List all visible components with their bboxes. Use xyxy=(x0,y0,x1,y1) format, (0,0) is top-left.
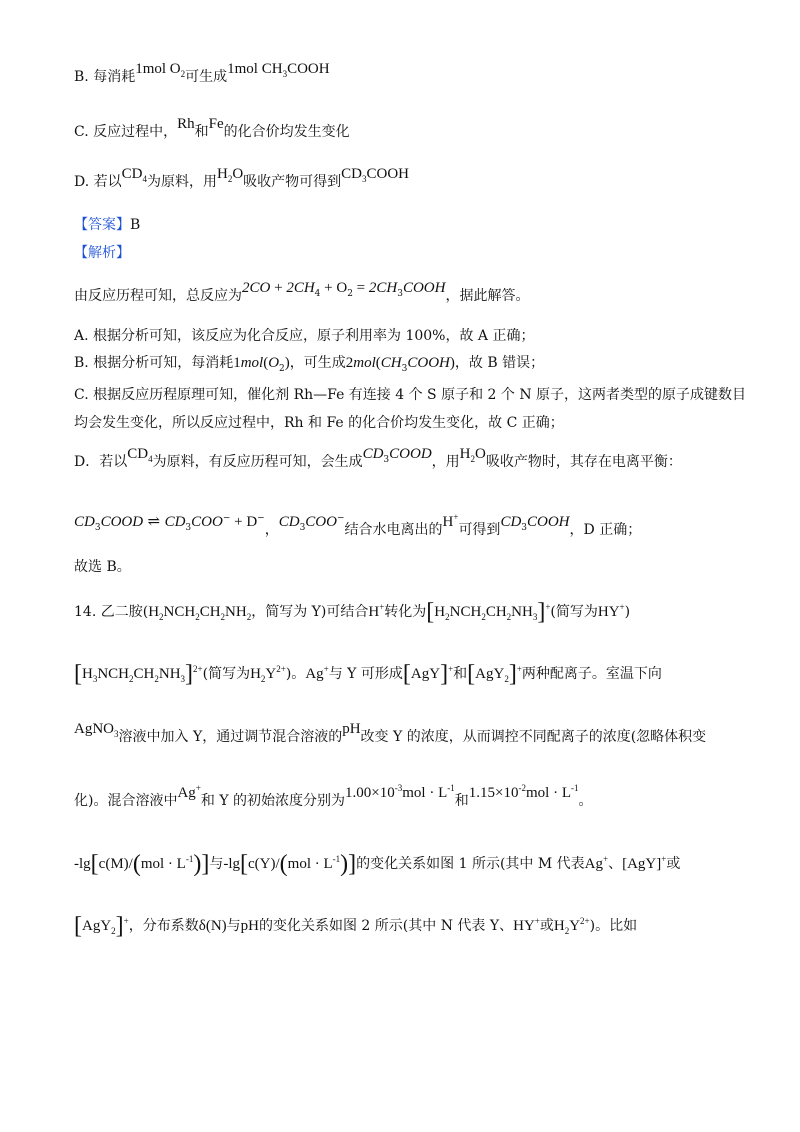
analysis-d1: D．若以$CD_4$为原料，有反应历程可知，会生成$CD_3COOD$，用$H_2O$吸收产物时，其存在电离平衡： xyxy=(74,446,682,470)
answer-tag: 【答案】 xyxy=(74,217,130,233)
q14-line4: 化)。混合溶液中Ag+和 Y 的初始浓度分别为$1.00\times 10^{-3}mol \cdot L^{-1}$和$1.15\times 10^{-2}mol \cdot L^{-1}$。 xyxy=(74,783,593,809)
analysis-c2: 均会发生变化，所以反应过程中，Rh 和 Fe 的化合价均发生变化，故 C 正确； xyxy=(74,415,564,431)
q14-line6: [AgY$_2$]+，分布系数δ(N)与pH的变化关系如图 2 所示(其中 N 代表 Y、HY+或$H_2Y^{2+}$)。比如 xyxy=(74,913,638,939)
q14-line5: $-\lg[c(M)/(mol \cdot L^{-1})]$与$-\lg[c(Y)/(mol \cdot L^{-1})]$的变化关系如图 1 所示(其中 M 代表Ag+、[AgY]+或 xyxy=(74,851,681,877)
analysis-end: 故选 B。 xyxy=(74,559,131,575)
analysis-d2: $CD_3COOD$ ⇌ $CD_3COO^- + D^-$，$CD_3COO^-$结合水电离出的H+可得到$CD_3COOH$，D 正确； xyxy=(74,512,642,538)
analysis-c1: C. 根据反应历程原理可知，催化剂 Rh—Fe 有连接 4 个 S 原子和 2 个 N 原子，这两者类型的原子成键数目 xyxy=(74,387,747,403)
q14-line3: AgNO$_3$溶液中加入 Y，通过调节混合溶液的pH改变 Y 的浓度，从而调控不同配离子的浓度(忽略体积变 xyxy=(74,721,707,745)
analysis-a: A. 根据分析可知，该反应为化合反应，原子利用率为 100%，故 A 正确； xyxy=(74,328,535,344)
option-c: C. 反应过程中，Rh和Fe的化合价均发生变化 xyxy=(74,116,350,140)
answer-line: 【答案】B xyxy=(74,217,141,233)
option-b: B. 每消耗1mol $O_2$可生成1mol $CH_3COOH$ xyxy=(74,61,330,85)
analysis-tag: 【解析】 xyxy=(74,245,130,261)
q14-line1: 14. 乙二胺($H_2NCH_2CH_2NH_2$，简写为 Y)可结合H+转化为$[H_2NCH_2CH_2NH_3]^+$(简写为HY+) xyxy=(74,599,631,625)
option-d: D. 若以$CD_4$为原料，用$H_2O$吸收产物可得到$CD_3COOH$ xyxy=(74,166,410,190)
analysis-overall: 由反应历程可知，总反应为$2CO + 2CH_4 + O_2$ = $2CH_3COOH$，据此解答。 xyxy=(74,280,530,304)
q14-line2: $[H_3NCH_2CH_2NH_3]^{2+}$(简写为$H_2Y^{2+}$)。Ag+与 Y 可形成[AgY]+和[AgY$_2$]+两种配离子。室温下向 xyxy=(74,661,662,687)
analysis-b: B. 根据分析可知，每消耗$1mol(O_2)$，可生成$2mol(CH_3COOH)$，故 B 错误； xyxy=(74,355,545,374)
